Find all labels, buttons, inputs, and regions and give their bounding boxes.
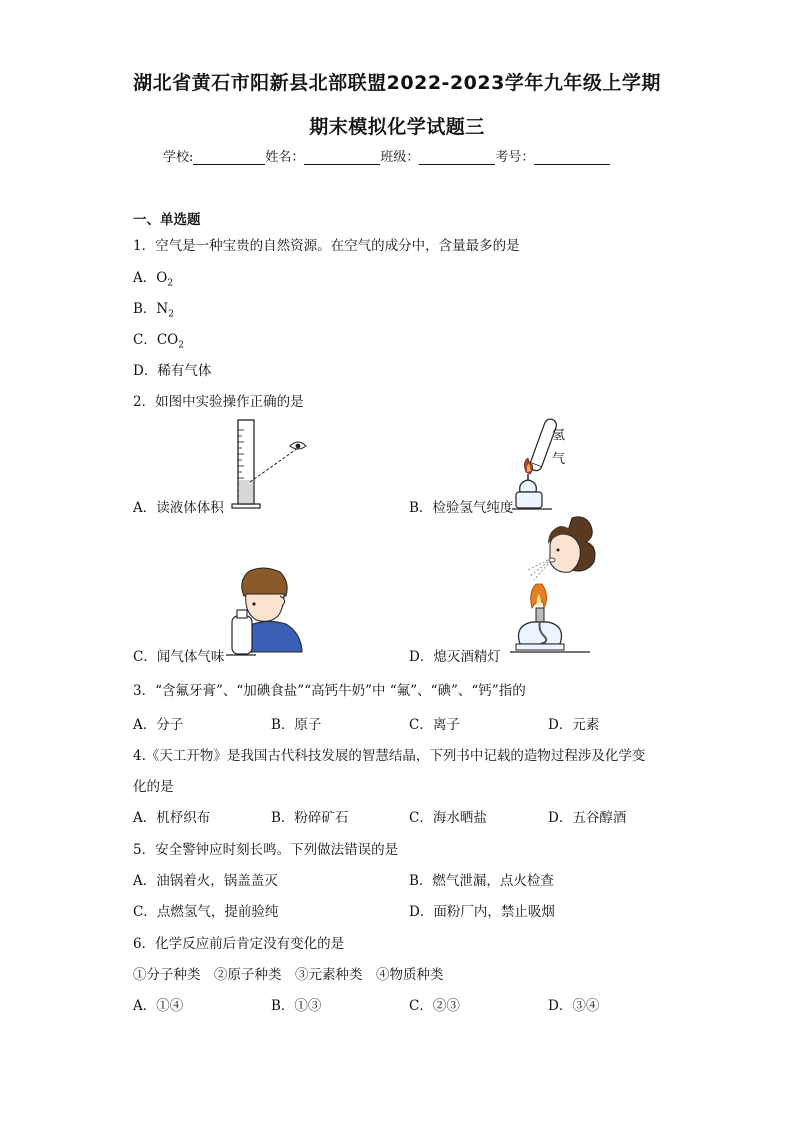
q6-option-d[interactable]: D．③④ [548,998,600,1014]
hydrogen-label-bottom: 气 [552,452,566,467]
school-label: 学校: [163,150,194,165]
q1-option-c[interactable]: C．$CO_2$ [133,332,184,351]
q5-option-b[interactable]: B．燃气泄漏，点火检查 [409,873,554,889]
q3-stem: 3．“含氟牙膏”、“加碘食盐”“高钙牛奶”中 “氟”、“碘”、“钙”指的 [133,683,526,699]
blowing-alcohol-lamp-figure [510,516,610,658]
q3-option-a[interactable]: A．分子 [133,717,184,733]
q4-stem-line2: 化的是 [133,779,174,795]
section-heading: 一、单选题 [133,212,201,228]
graduated-cylinder-figure [228,416,308,512]
q1-option-d[interactable]: D．稀有气体 [133,363,212,379]
q6-option-b[interactable]: B．①③ [271,998,322,1014]
q2-option-a[interactable]: A．读液体体积 [133,500,224,516]
class-field[interactable] [419,150,495,165]
q3-option-b[interactable]: B．原子 [271,717,322,733]
q5-option-c[interactable]: C．点燃氢气，提前验纯 [133,904,279,920]
q2-option-b[interactable]: B．检验氢气纯度 [409,500,514,516]
exam-number-label: 考号： [495,150,535,165]
exam-title-line2: 期末模拟化学试题三 [309,116,485,138]
q5-option-d[interactable]: D．面粉厂内，禁止吸烟 [409,904,555,920]
q5-stem: 5．安全警钟应时刻长鸣。下列做法错误的是 [133,842,399,858]
q3-option-d[interactable]: D．元素 [548,717,600,733]
smelling-gas-figure [226,566,308,662]
q2-option-c[interactable]: C．闻气体气味 [133,649,225,665]
q4-option-d[interactable]: D．五谷醇酒 [548,810,627,826]
name-field[interactable] [304,150,380,165]
name-label: 姓名： [265,150,305,165]
q1-option-a[interactable]: A．$O_2$ [133,270,174,289]
hydrogen-label-top: 氢 [552,428,566,443]
q4-stem-line1: 4.《天工开物》是我国古代科技发展的智慧结晶，下列书中记载的造物过程涉及化学变 [133,748,646,764]
q5-option-a[interactable]: A．油锅着火，锅盖盖灭 [133,873,278,889]
school-field[interactable] [193,150,265,165]
q6-option-c[interactable]: C．②③ [409,998,460,1014]
class-label: 班级： [380,150,420,165]
student-info-row [163,146,610,165]
q1-stem: 1．空气是一种宝贵的自然资源。在空气的成分中，含量最多的是 [133,238,520,254]
q6-items: ①分子种类 ②原子种类 ③元素种类 ④物质种类 [133,967,444,983]
q6-option-a[interactable]: A．①④ [133,998,184,1014]
q4-option-c[interactable]: C．海水晒盐 [409,810,487,826]
q2-stem: 2．如图中实验操作正确的是 [133,394,304,410]
hydrogen-test-figure [512,414,582,514]
q1-option-b[interactable]: B．$N_2$ [133,301,174,320]
exam-title-line1: 湖北省黄石市阳新县北部联盟2022-2023学年九年级上学期 [133,72,661,94]
q3-option-c[interactable]: C．离子 [409,717,460,733]
q4-option-b[interactable]: B．粉碎矿石 [271,810,349,826]
exam-number-field[interactable] [534,150,610,165]
q2-option-d[interactable]: D．熄灭酒精灯 [409,649,501,665]
q6-stem: 6．化学反应前后肯定没有变化的是 [133,936,345,952]
q4-option-a[interactable]: A．机杼织布 [133,810,211,826]
